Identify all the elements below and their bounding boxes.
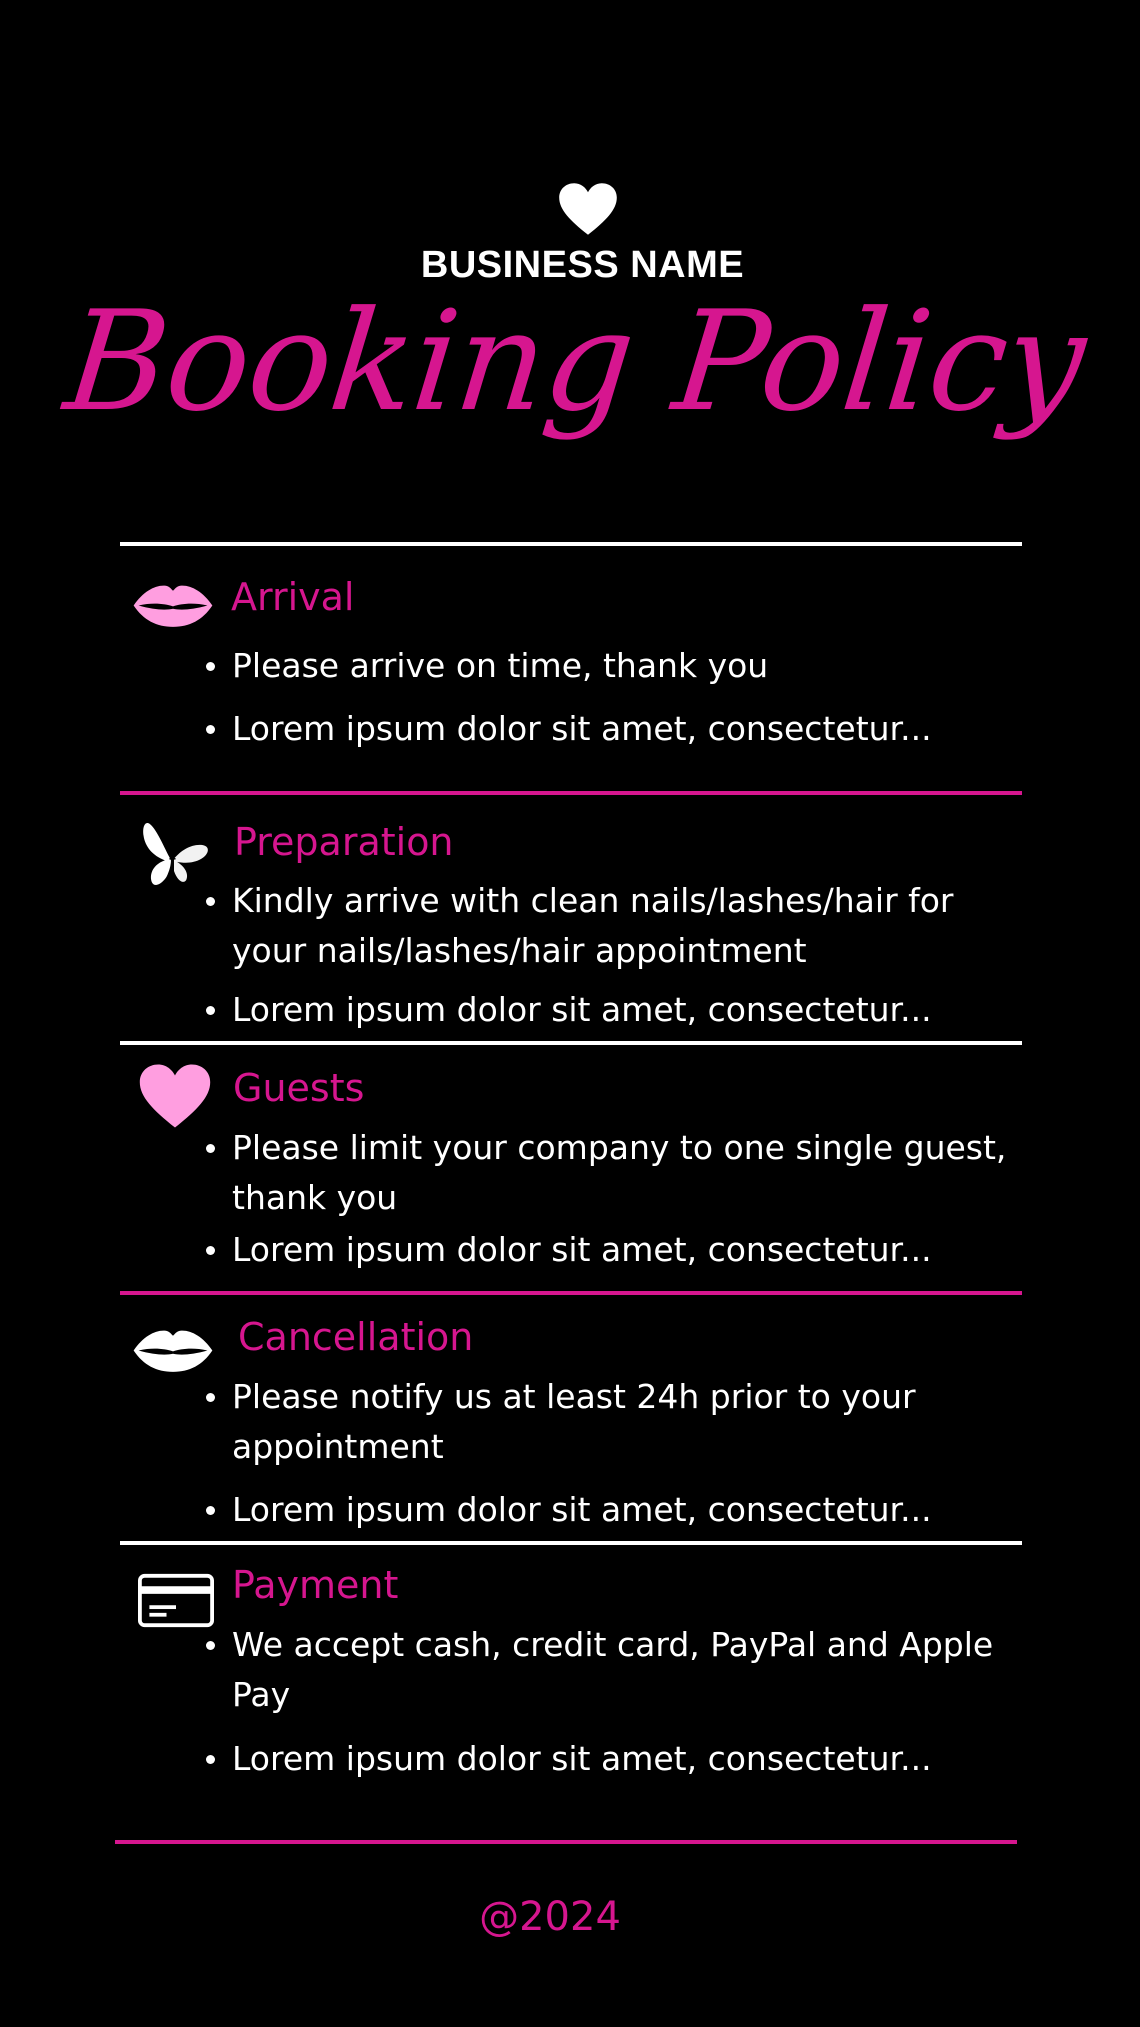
business-name: BUSINESS NAME <box>420 244 745 286</box>
list-item: Lorem ipsum dolor sit amet, consectetur... <box>204 1734 1034 1784</box>
bullet-list-arrival <box>204 641 1034 754</box>
credit-card-icon <box>138 1573 214 1628</box>
bullet-list-preparation <box>204 876 1034 1035</box>
list-item: Kindly arrive with clean nails/lashes/hair for your nails/lashes/hair appointment <box>204 876 1034 976</box>
list-item: We accept cash, credit card, PayPal and Apple Pay <box>204 1620 1034 1720</box>
list-item: Please limit your company to one single guest, thank you <box>204 1123 1034 1223</box>
section-heading-payment: Payment <box>232 1563 399 1607</box>
butterfly-icon <box>136 820 212 890</box>
section-heading-cancellation: Cancellation <box>238 1315 474 1359</box>
section-heading-preparation: Preparation <box>234 820 454 864</box>
lips-icon <box>132 578 214 633</box>
list-item: Lorem ipsum dolor sit amet, consectetur... <box>204 985 1034 1035</box>
divider <box>120 1291 1022 1295</box>
list-item: Lorem ipsum dolor sit amet, consectetur... <box>204 1485 1034 1535</box>
divider <box>120 791 1022 795</box>
section-heading-guests: Guests <box>233 1066 365 1110</box>
list-item: Lorem ipsum dolor sit amet, consectetur... <box>204 1225 1034 1275</box>
divider <box>120 1541 1022 1545</box>
bullet-list-guests <box>204 1123 1034 1275</box>
section-heading-arrival: Arrival <box>231 575 355 619</box>
page-title: Booking Policy <box>58 281 1092 442</box>
divider <box>120 542 1022 546</box>
list-item: Please notify us at least 24h prior to your appointment <box>204 1372 1034 1472</box>
footer-text: @2024 <box>479 1894 621 1940</box>
list-item: Please arrive on time, thank you <box>204 641 1034 691</box>
bullet-list-payment <box>204 1620 1034 1784</box>
divider <box>120 1041 1022 1045</box>
heart-icon <box>138 1063 212 1129</box>
list-item: Lorem ipsum dolor sit amet, consectetur... <box>204 704 1034 754</box>
heart-icon <box>558 182 618 236</box>
bullet-list-cancellation <box>204 1372 1034 1535</box>
divider <box>115 1840 1017 1844</box>
lips-icon <box>132 1323 214 1378</box>
